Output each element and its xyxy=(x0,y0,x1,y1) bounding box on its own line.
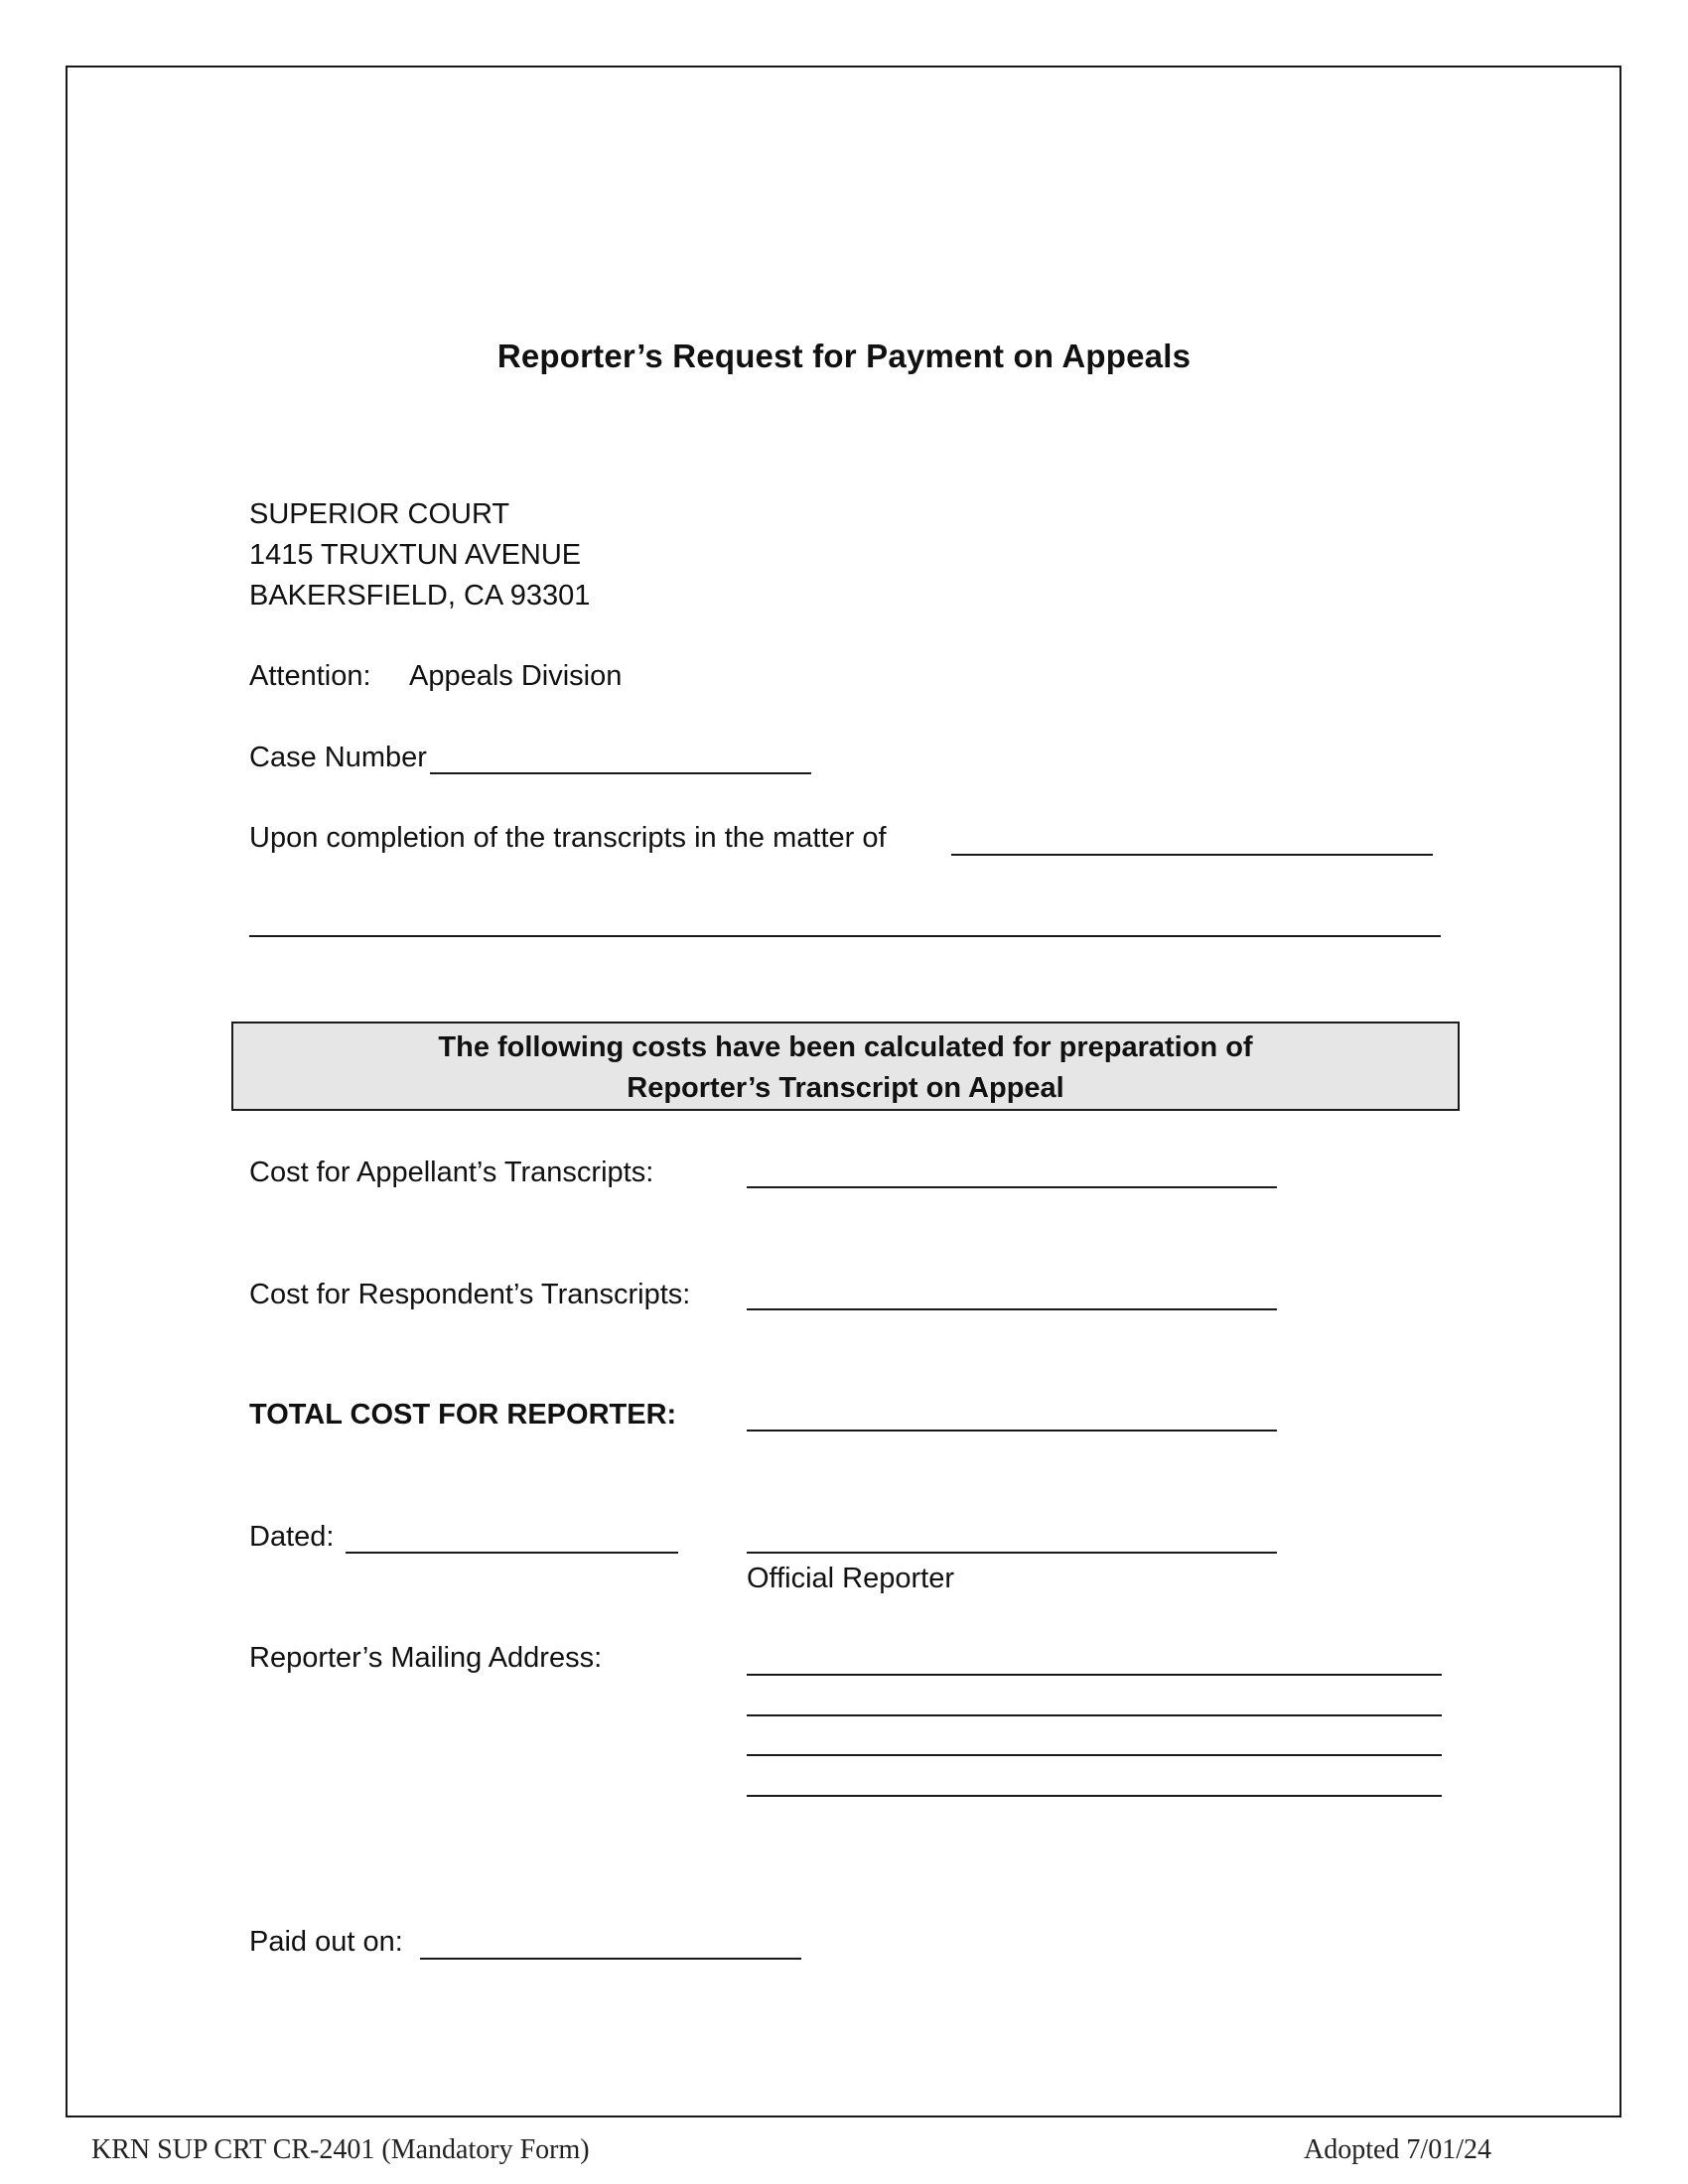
attention-label: Attention: xyxy=(249,660,371,692)
matter-label: Upon completion of the transcripts in the matter of xyxy=(249,822,887,854)
mailing-address-line-1[interactable] xyxy=(747,1674,1442,1676)
paid-out-field[interactable] xyxy=(420,1958,801,1960)
official-reporter-label: Official Reporter xyxy=(747,1563,954,1594)
mailing-address-label: Reporter’s Mailing Address: xyxy=(249,1642,603,1674)
appellant-cost-label: Cost for Appellant’s Transcripts: xyxy=(249,1157,654,1188)
costs-header-line1: The following costs have been calculated for preparation of xyxy=(438,1031,1253,1063)
dated-label: Dated: xyxy=(249,1521,335,1553)
dated-field[interactable] xyxy=(346,1552,678,1554)
costs-header-line2: Reporter’s Transcript on Appeal xyxy=(627,1072,1064,1104)
reporter-signature-field[interactable] xyxy=(747,1552,1277,1554)
matter-field[interactable] xyxy=(951,854,1433,856)
footer-form-id: KRN SUP CRT CR-2401 (Mandatory Form) xyxy=(91,2134,590,2165)
respondent-cost-label: Cost for Respondent’s Transcripts: xyxy=(249,1279,691,1310)
respondent-cost-field[interactable] xyxy=(747,1308,1277,1310)
mailing-address-line-2[interactable] xyxy=(747,1714,1442,1716)
paid-out-label: Paid out on: xyxy=(249,1926,403,1958)
total-cost-label: TOTAL COST FOR REPORTER: xyxy=(249,1399,677,1431)
attention-value: Appeals Division xyxy=(409,660,623,692)
court-name: SUPERIOR COURT xyxy=(249,498,510,530)
matter-field-continued[interactable] xyxy=(249,935,1441,937)
mailing-address-line-4[interactable] xyxy=(747,1795,1442,1797)
case-number-label: Case Number xyxy=(249,742,427,773)
total-cost-field[interactable] xyxy=(747,1430,1277,1432)
footer-adopted-date: Adopted 7/01/24 xyxy=(1304,2134,1491,2165)
court-city: BAKERSFIELD, CA 93301 xyxy=(249,580,591,612)
form-title: Reporter’s Request for Payment on Appeals xyxy=(496,338,1192,374)
court-street: 1415 TRUXTUN AVENUE xyxy=(249,539,582,571)
appellant-cost-field[interactable] xyxy=(747,1186,1277,1188)
costs-header-box xyxy=(231,1022,1460,1111)
case-number-field[interactable] xyxy=(430,772,811,774)
mailing-address-line-3[interactable] xyxy=(747,1754,1442,1756)
